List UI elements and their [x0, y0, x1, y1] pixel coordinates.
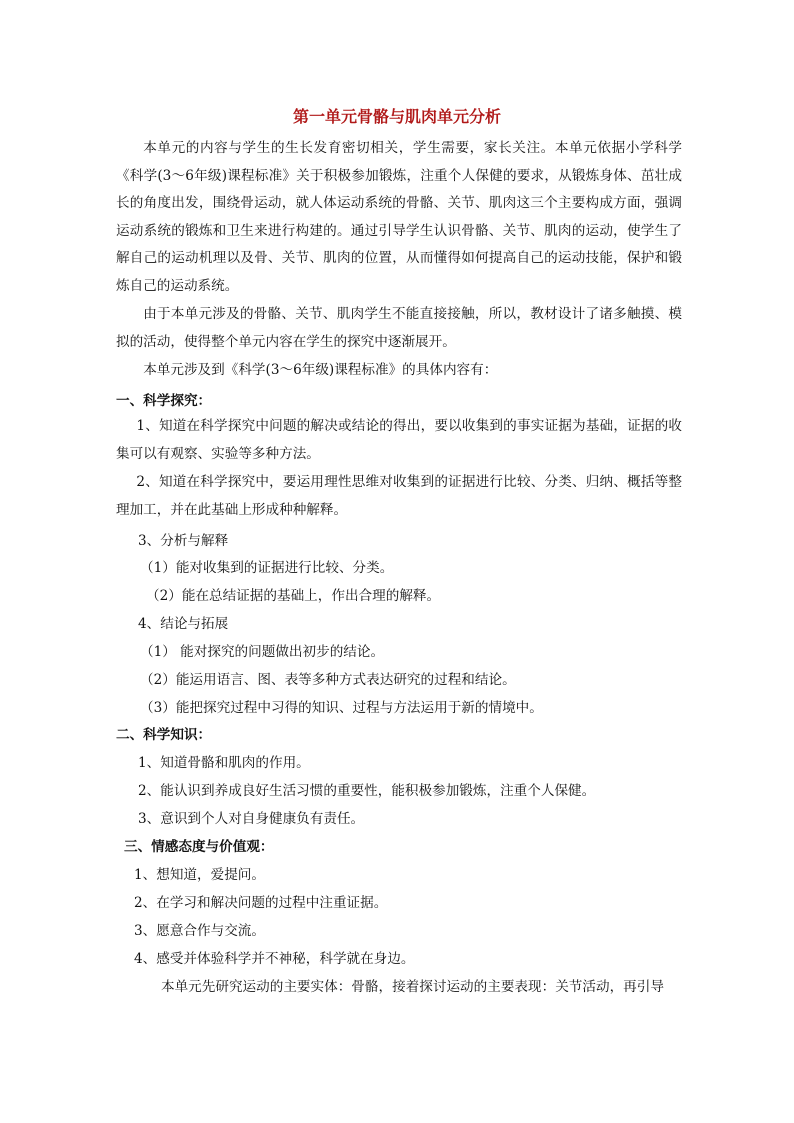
intro-paragraph-2: 由于本单元涉及的骨骼、关节、肌肉学生不能直接接触，所以，教材设计了诸多触摸、模拟的活动，使得整个单元内容在学生的探究中逐渐展开。 [116, 306, 682, 350]
inquiry-item-3: 3、分析与解释 [138, 533, 229, 549]
attitude-item-1: 1、想知道，爱提问。 [134, 867, 265, 883]
intro-paragraph-1: 本单元的内容与学生的生长发育密切相关，学生需要，家长关注。本单元依据小学科学《科学(3～6年级)课程标准》关于积极参加锻炼，注重个人保健的要求，从锻炼身体、茁壮成长的角度出发，围绕骨运动，就人体运动系统的骨骼、关节、肌肉这三个主要构成方面，强调运动系统的锻炼和卫生来进行构建的。通过引导学生认识骨骼、关节、肌肉的运动，使学生了解自己的运动机理以及骨、关节、肌肉的位置，从而懂得如何提高自己的运动技能，保护和锻炼自己的运动系统。 [116, 140, 682, 294]
section-heading-attitude: 三、情感态度与价值观： [124, 839, 274, 855]
inquiry-item-4-2: （2）能运用语言、图、表等多种方式表达研究的过程和结论。 [140, 672, 516, 688]
document-title: 第一单元骨骼与肌肉单元分析 [292, 107, 501, 126]
attitude-item-3: 3、愿意合作与交流。 [134, 923, 265, 939]
intro-paragraph-3: 本单元涉及到《科学(3～6年级)课程标准》的具体内容有： [143, 362, 498, 378]
section-heading-knowledge: 二、科学知识： [116, 727, 212, 743]
inquiry-item-2: 2、知道在科学探究中，要运用理性思维对收集到的证据进行比较、分类、归纳、概括等整理加工，并在此基础上形成种种解释。 [116, 474, 682, 518]
attitude-item-2: 2、在学习和解决问题的过程中注重证据。 [134, 895, 388, 911]
inquiry-item-4-3: （3）能把探究过程中习得的知识、过程与方法运用于新的情境中。 [140, 700, 543, 716]
inquiry-item-3-1: （1）能对收集到的证据进行比较、分类。 [140, 560, 394, 576]
attitude-item-4: 4、感受并体验科学并不神秘，科学就在身边。 [134, 951, 415, 967]
inquiry-item-3-2: （2）能在总结证据的基础上，作出合理的解释。 [146, 588, 441, 604]
knowledge-item-3: 3、意识到个人对自身健康负有责任。 [138, 811, 365, 827]
inquiry-item-4-1: （1） 能对探究的问题做出初步的结论。 [140, 644, 385, 660]
knowledge-item-2: 2、能认识到养成良好生活习惯的重要性，能积极参加锻炼，注重个人保健。 [138, 783, 596, 799]
inquiry-item-4: 4、结论与拓展 [138, 616, 229, 632]
knowledge-item-1: 1、知道骨骼和肌肉的作用。 [138, 755, 310, 771]
section-heading-inquiry: 一、科学探究： [116, 393, 212, 409]
closing-paragraph: 本单元先研究运动的主要实体：骨骼，接着探讨运动的主要表现：关节活动，再引导 [161, 979, 664, 995]
inquiry-item-1: 1、知道在科学探究中问题的解决或结论的得出，要以收集到的事实证据为基础，证据的收集可以有观察、实验等多种方法。 [116, 418, 682, 462]
